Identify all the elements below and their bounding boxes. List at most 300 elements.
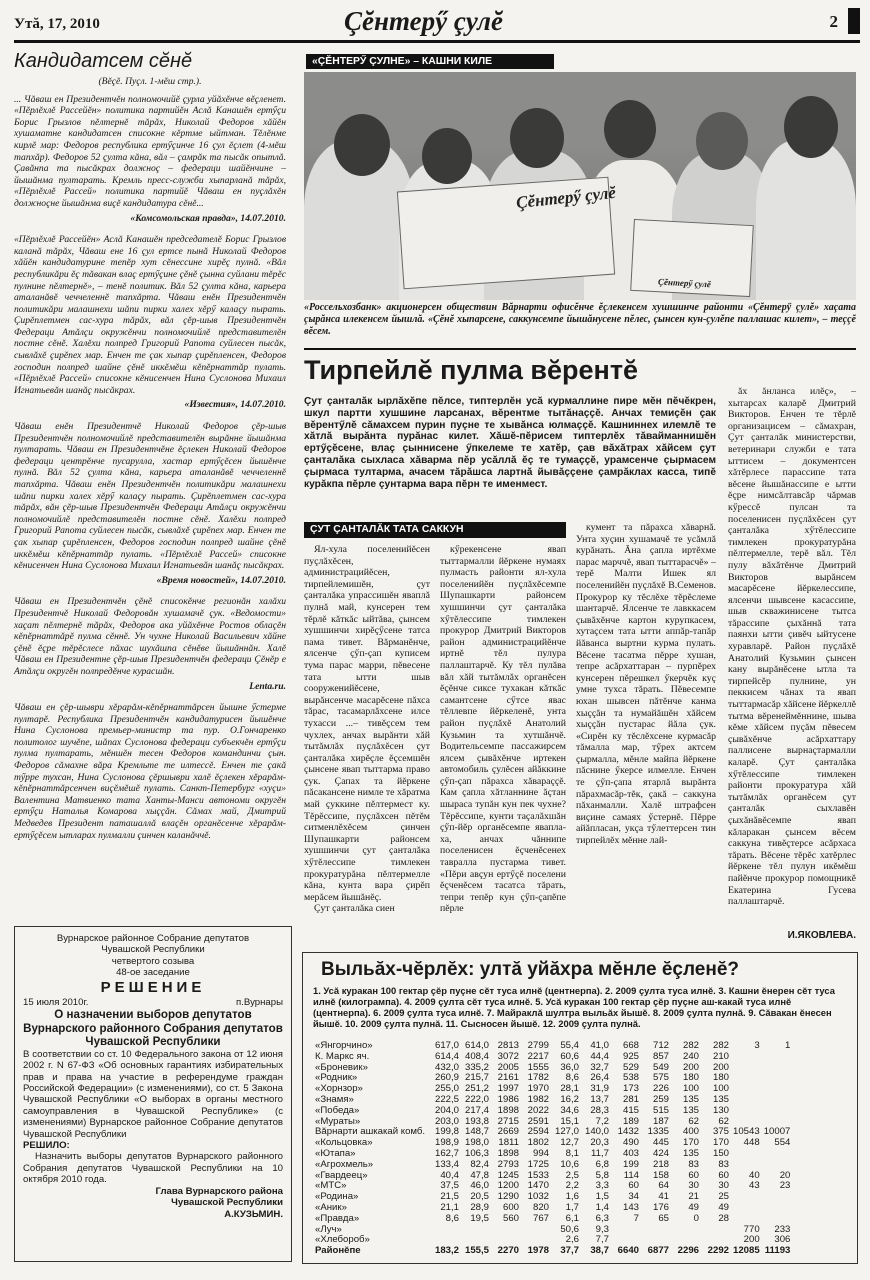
value-cell: 100 <box>682 1083 699 1095</box>
main-lead: Çут çанталăк ырлăхĕпе пĕлсе, типтерлĕн усă курмаллине пире мĕн пĕчĕкрен, шкул партти хушшине ларсанах, вĕрентме тытăнаççĕ. Анчах темиçĕн çак вĕрентӳлĕ сăмахсем пурин пуçне те хывăнса юлмаççĕ. Кашниннех илемлĕ те хăтлă вырăнта пурăнас килет. Хăшĕ-пĕрисем типтерлĕх тăвайманнишĕн ертӳçĕсене, влаç çыннисене ӳпкелеме те хатĕр, çав вăхăтрах хăйсем çут çанталăка сыхласа хăварма пĕр усăллă ĕç те тумаççĕ, урамсенче çырмасем çырмаса тултарма, ачасем тăрăшса лартнă йывăççене çамрăклах касса, типĕ курăкпа пĕрле çунтарма вара пĕрн те именмест. <box>304 396 716 490</box>
value-cell: 282 <box>712 1040 729 1051</box>
value-cell: 538 <box>622 1072 639 1084</box>
farm-name-cell: «Янгорчино» <box>315 1040 373 1051</box>
farm-name-cell: «Знамя» <box>315 1093 354 1105</box>
article-column <box>304 544 430 915</box>
value-cell: 335,2 <box>464 1061 489 1073</box>
value-cell: 712 <box>652 1040 669 1051</box>
value-cell: 55,4 <box>560 1040 579 1051</box>
value-cell: 3072 <box>497 1050 519 1062</box>
value-cell: 217,4 <box>464 1104 489 1116</box>
value-cell: 1335 <box>647 1126 669 1138</box>
value-cell: 240 <box>682 1050 699 1062</box>
value-cell <box>762 1073 793 1084</box>
farm-name-cell: «Родина» <box>315 1191 359 1203</box>
article-paragraph: ... Чăваш ен Президентчĕн полномочийĕ çурла уйăхĕнче вĕçленет. «Пĕрлĕхлĕ Рассейĕн» политика партийĕн Аслă Канашĕн ертӳçи Борис Грызлов пĕлтернĕ тăрăх, Николай Федоров хăйĕн хушаматне кандидатсен списокне кĕртме ыйтман. Тĕлĕнме кирлĕ мар: Федоров республика ертӳçинче 16 çул ĕçлет (4-мĕш тапхăр). Федоров 52 çулта кăна, вăл – çамрăк та пысăк опытлă. Çавăнпа та пысăкрах должноç – федераци шайĕнчине – йышăнма пултарать. Кремль пресс-служби хыпарланă тăрăх, «Пĕрлĕхлĕ Рассей» политика партийĕ Чăваш ен пуçлăхĕн должноçне йышăнма виçĕ кандидатура сĕнĕ... <box>14 93 286 209</box>
value-cell: 162,7 <box>434 1147 459 1159</box>
value-cell: 994 <box>532 1147 549 1159</box>
value-cell: 150 <box>712 1147 729 1159</box>
value-cell: 34,6 <box>560 1104 579 1116</box>
value-cell: 1245 <box>497 1169 519 1181</box>
farm-name-cell: «Гвардеец» <box>315 1169 368 1181</box>
value-cell <box>762 1063 793 1074</box>
value-cell: 20,5 <box>470 1191 489 1203</box>
value-cell: 490 <box>622 1137 639 1149</box>
value-cell <box>641 1225 671 1236</box>
value-cell: 10543 <box>733 1126 760 1138</box>
article-paragraph: ăх ăнланса илĕç», – хытарсах каларĕ Дмитрий Викторов. Енчен те тĕрлĕ организацисем – сăмахран, Çут çанталăк министерстви, ветеринари служби е тата ыттисем – документсен хăтĕрлесе парассипе тата вĕсене йышăнассипе е ытти ĕçре нимсăлтавсăр чăрмав кӳрессĕ пулсан та поселенисен пуçлăхĕсен çут çанталăка хӳтĕлессипе тимлекен прокуратурăна пĕлтермелле, терĕ вăл. Тĕл пулу вăхăтĕнче Дмитрий Викторов вырăнсем масарĕсене йĕркелессипе, ялсенчи шывсене касассипе, шыв скважинисене тытса тăрассипе çыхăннă тата паянхи ытти çивĕч ыйтусене хуравларĕ. Район пуçлăхĕ Анатолий Кузьмин çынсен кану вырăнĕсене ытла та тирпейсĕр пулнине, ун пеккисем чăнах та явап тыттармасăр хăйсене йĕркеллĕ тытма вĕренеймĕннине, шыва кĕме хăйсем пуçăм пĕвесем çывăхĕнче асăрхаттару паллисене вырнаçтармалли каларĕ. Çут çанталăка хӳтĕлессипе тимлекен районти прокуратура хăй тытăмлăх органĕсем çут çанталăк сыхлавĕн çыхăнăвĕсемпе явап кăларакан çынсем вĕсем саккуна тивĕçтерсе асăрхаса тăрать. Вĕсене тĕрĕс хатĕрлес йĕркене тĕл пулун икĕмĕш пайĕнче прокурор помощникĕ Екатерина Гусева паллаштарчĕ. <box>728 386 856 908</box>
value-cell: 2715 <box>497 1115 519 1127</box>
value-cell: 403 <box>622 1147 639 1159</box>
value-cell: 1898 <box>497 1147 519 1159</box>
value-cell: 7,2 <box>595 1115 609 1127</box>
value-cell: 306 <box>774 1234 791 1246</box>
value-cell: 41,0 <box>590 1040 609 1051</box>
value-cell: 200 <box>743 1234 760 1246</box>
value-cell: 6,8 <box>595 1158 609 1170</box>
value-cell: 6877 <box>647 1245 669 1257</box>
value-cell <box>731 1095 762 1106</box>
value-cell: 60 <box>688 1169 699 1181</box>
value-cell: 554 <box>774 1137 791 1149</box>
farm-name-cell: «Аник» <box>315 1201 347 1213</box>
value-cell: 282 <box>682 1040 699 1051</box>
value-cell: 1,4 <box>595 1201 609 1213</box>
value-cell: 560 <box>502 1212 519 1224</box>
value-cell: 260,9 <box>434 1072 459 1084</box>
value-cell: 28 <box>718 1212 729 1224</box>
resolution-signature: Глава Вурнарского района <box>155 1185 283 1197</box>
value-cell: 0 <box>693 1212 699 1224</box>
value-cell: 47,8 <box>470 1169 489 1181</box>
value-cell: 19,5 <box>470 1212 489 1224</box>
value-cell: 130 <box>712 1104 729 1116</box>
value-cell: 60 <box>628 1180 639 1192</box>
value-cell: 183,2 <box>434 1245 459 1257</box>
value-cell <box>762 1052 793 1063</box>
value-cell: 515 <box>652 1104 669 1116</box>
newspaper-masthead: Çĕнтерӳ çулĕ <box>344 6 503 36</box>
value-cell <box>731 1192 762 1203</box>
value-cell: 2799 <box>527 1040 549 1051</box>
value-cell: 127,0 <box>554 1126 579 1138</box>
value-cell: 2,6 <box>565 1234 579 1246</box>
value-cell: 20,3 <box>590 1137 609 1149</box>
value-cell: 2594 <box>527 1126 549 1138</box>
farm-name-cell: «Родник» <box>315 1072 358 1084</box>
value-cell: 259 <box>652 1093 669 1105</box>
value-cell: 857 <box>652 1050 669 1062</box>
value-cell: 1982 <box>527 1093 549 1105</box>
value-cell: 1725 <box>527 1158 549 1170</box>
value-cell <box>461 1225 491 1236</box>
divider <box>304 348 856 350</box>
value-cell: 198,9 <box>434 1137 459 1149</box>
value-cell: 1 <box>785 1040 791 1051</box>
value-cell: 49 <box>688 1201 699 1213</box>
value-cell: 60 <box>718 1169 729 1181</box>
value-cell: 215,7 <box>464 1072 489 1084</box>
source-citation: «Комсомольская правда», 14.07.2010. <box>130 212 286 224</box>
table-row <box>313 1246 792 1257</box>
value-cell: 37,7 <box>560 1245 579 1257</box>
value-cell <box>491 1225 521 1236</box>
article-column <box>440 544 566 915</box>
value-cell: 30 <box>688 1180 699 1192</box>
farm-name-cell: К. Маркс яч. <box>315 1050 370 1062</box>
value-cell <box>762 1214 793 1225</box>
value-cell: 529 <box>622 1061 639 1073</box>
value-cell: 20 <box>779 1169 791 1181</box>
resolution-signature: А.КУЗЬМИН. <box>224 1208 283 1220</box>
article-paragraph: Ял-хула поселенийĕсен пуçлăхĕсен, администрацийĕсен, тирпейлемишĕн, çут çанталăка упрассишĕн яваплă пулнă май, кунсерен тем тĕрлĕ кăткăс ыйтăва, çынсем хушшинчи хирĕçӳсене татса пама тивет. Вăрманĕнче, ялсенче çӳп-çап куписем тума парас марри, пĕвесене тата ытти шыв сооруженийĕсене, вырăнсенче масарĕсене пăхса тăрас, тасамарлăхсене илсе тухасси ...– тивĕçсем тем чухлех, анчах вырăнти хăй тытăмлăх пуçлăхĕсен çут çанталăка хирĕçле ĕçсемшĕн çынсене явап тыттарма право çук. Çапах та йĕркене пăсакансене нимле те хăратма май çуккине пĕлтермест ку. Тĕрĕссипе, пуçлăхсен пĕтĕм ситменлĕхĕсем çинчен Шупашкарти районсем хушшинчи çут çанталăка хӳтĕлессипе тимлекен прокуратурăна пĕлтермелле кăна, кунта вара çирĕп мерăсем йышăнĕç. <box>304 544 430 903</box>
main-headline: Тирпейлĕ пулма вĕрентĕ <box>304 355 639 385</box>
value-cell: 143 <box>622 1201 639 1213</box>
value-cell: 1898 <box>497 1104 519 1116</box>
value-cell: 2270 <box>497 1245 519 1257</box>
farm-name-cell: «Хлебороб» <box>315 1234 370 1246</box>
value-cell: 1,6 <box>565 1191 579 1203</box>
value-cell: 3,3 <box>595 1180 609 1192</box>
photo-caption: «Россельхозбанк» акционерсен обществин Вăрнарти офисĕнче ĕçлекенсем хушшинче районти «Çĕнтерӳ çулĕ» хаçата çырăнса илекенсем йышлă. «Çĕнĕ хыпарсене, саккунсемпе йышăнусене пĕлес, çынсен кун-çулĕпе паллашас килет», – теççĕ вĕсем. <box>304 302 856 337</box>
person-head <box>334 114 390 176</box>
resolution-heading: РЕШЕНИЕ <box>100 978 206 996</box>
value-cell: 400 <box>682 1126 699 1138</box>
value-cell <box>521 1225 551 1236</box>
article-column <box>728 386 856 908</box>
value-cell: 36,0 <box>560 1061 579 1073</box>
value-cell: 1432 <box>617 1126 639 1138</box>
article-paragraph: кӳрекенсене явап тыттармалли йĕркене нумаях пулмасть районти ял-хула поселенийĕн пуçлăхĕсемпе Шупашкарти районсем хушшинчи çут çанталăка хӳтĕлессипе тимлекен прокурор Дмитрий Викторов район администрацийĕнче иртнĕ тĕл пулура паллаштарчĕ. Ку тĕл пулăва вăл хăй тытăмлăх органĕсен ĕçĕнче сиксе тухакан кăткăс самантсене сӳтсе явас тĕллевпе йĕркеленĕ, унта район пуçлăхĕ Анатолий Кузьмин та хутшăнчĕ. Водительсемпе пассажирсем ялсем çывăхĕнче иртекен автомобиль çулĕсен айăккине çӳп-çап пăрахса хăвараççĕ. Кам çапла хăтланнине ăçтан шыраса тупăн кун пек чухне? Тĕрĕссипе, кунти таçалăхшăн çӳп-йĕр органĕсемпе явапла-ха, анчах чăннипе поселенисен ĕçченĕсенех тавралла пустарма тивет. «Пĕри авçун ертӳçĕ поселени ĕçченĕсем тасатса тăрать, тепри тепĕр кун çӳп-çапĕпе пĕрле <box>440 544 566 915</box>
value-cell: 1032 <box>527 1191 549 1203</box>
photo-band: «ÇĔНТЕРӲ ÇУЛНЕ» – КАШНИ КИЛЕ <box>306 54 554 69</box>
value-cell: 1,5 <box>595 1191 609 1203</box>
value-cell: 375 <box>712 1126 729 1138</box>
value-cell: 2591 <box>527 1115 549 1127</box>
value-cell: 37,5 <box>440 1180 459 1192</box>
value-cell: 180 <box>712 1072 729 1084</box>
continuation-note: (Вĕçĕ. Пуçл. 1-мĕш стр.). <box>98 76 202 87</box>
resolution-org: Вурнарское районное Собрание депутатов <box>56 933 250 944</box>
held-newspaper-masthead: Çĕнтерӳ çулĕ <box>515 182 617 213</box>
value-cell: 26,4 <box>590 1072 609 1084</box>
page-header <box>14 6 860 43</box>
resolution-decided: РЕШИЛО: <box>23 1140 70 1152</box>
value-cell: 64 <box>658 1180 669 1192</box>
value-cell: 3 <box>754 1040 760 1051</box>
farm-name-cell: «Луч» <box>315 1223 342 1235</box>
value-cell: 40 <box>749 1169 760 1181</box>
table-row <box>313 1052 792 1063</box>
value-cell: 199,8 <box>434 1126 459 1138</box>
value-cell: 7,7 <box>595 1234 609 1246</box>
value-cell: 173 <box>622 1083 639 1095</box>
article-paragraph: Чăваш ен Президентчĕн çĕнĕ списокĕнче регионăн халăхи Президентчĕ Николай Федоровăн хушамачĕ çук. «Ведомости» хаçат пĕлтернĕ тăрăх, Федоров ака уйăхĕнче Ростов облаçĕн кĕпĕрнаттăрĕ пулма сĕннĕ. Ун чухне Николай Васильевич хăйне çĕнĕ ĕçре тĕрĕслесе пăхас шухăшпа сĕнĕве йышăннăн. Халĕ Чăваш ен Президентне çĕр-шыв Президентчĕн федераци Çĕнĕр е Атăлçи округĕн полпредĕнче курасшăн. <box>14 596 286 677</box>
value-cell: 62 <box>718 1115 729 1127</box>
value-cell <box>731 1203 762 1214</box>
value-cell: 1811 <box>498 1137 519 1149</box>
value-cell: 251,2 <box>464 1083 489 1095</box>
value-cell: 925 <box>622 1050 639 1062</box>
table-row <box>313 1106 792 1117</box>
farm-name-cell: Районĕпе <box>315 1245 361 1257</box>
value-cell: 1290 <box>497 1191 519 1203</box>
held-newspaper-masthead: Çĕнтерӳ çулĕ <box>657 276 712 290</box>
value-cell: 1,7 <box>565 1201 579 1213</box>
value-cell: 432,0 <box>434 1061 459 1073</box>
value-cell <box>731 1063 762 1074</box>
value-cell: 62 <box>688 1115 699 1127</box>
farm-name-cell: «Ютапа» <box>315 1147 356 1159</box>
value-cell: 21,1 <box>440 1201 459 1213</box>
stats-title: Выльăх-чĕрлĕх: ултă уйăхра мĕнле ĕçленĕ? <box>321 959 739 980</box>
value-cell: 25 <box>718 1191 729 1203</box>
source-citation: «Время новостей», 14.07.2010. <box>156 574 286 586</box>
value-cell: 5,8 <box>595 1169 609 1181</box>
value-cell: 11193 <box>764 1245 791 1257</box>
value-cell: 11,7 <box>591 1147 609 1159</box>
value-cell: 46,0 <box>470 1180 489 1192</box>
value-cell: 41 <box>658 1191 669 1203</box>
value-cell: 12085 <box>733 1245 760 1257</box>
left-article-title: Кандидатсем сĕнĕ <box>14 50 193 72</box>
resolution-date: 15 июля 2010г. <box>23 996 89 1008</box>
resolution-org: четвертого созыва <box>111 955 195 967</box>
value-cell: 83 <box>718 1158 729 1170</box>
table-row <box>313 1160 792 1171</box>
value-cell: 15,1 <box>560 1115 579 1127</box>
value-cell: 1986 <box>497 1093 519 1105</box>
value-cell <box>611 1225 641 1236</box>
value-cell: 155,5 <box>464 1245 489 1257</box>
value-cell: 6,1 <box>565 1212 579 1224</box>
value-cell: 448 <box>743 1137 760 1149</box>
value-cell: 549 <box>652 1061 669 1073</box>
value-cell <box>762 1160 793 1171</box>
value-cell: 34 <box>628 1191 639 1203</box>
value-cell: 60,6 <box>560 1050 579 1062</box>
value-cell: 28,3 <box>590 1104 609 1116</box>
value-cell: 31,9 <box>590 1083 609 1095</box>
value-cell: 189 <box>622 1115 639 1127</box>
value-cell: 2005 <box>497 1061 519 1073</box>
farm-name-cell: Вăрнарти ашкакай комб. <box>315 1126 426 1138</box>
value-cell: 187 <box>652 1115 669 1127</box>
farm-name-cell: «Хорнзор» <box>315 1083 363 1095</box>
left-article <box>14 48 286 841</box>
value-cell: 2296 <box>677 1245 699 1257</box>
value-cell: 222,0 <box>464 1093 489 1105</box>
value-cell: 2,2 <box>565 1180 579 1192</box>
issue-date: Утă, 17, 2010 <box>14 16 100 32</box>
value-cell <box>762 1106 793 1117</box>
article-paragraph: Чăваш енĕн Президентчĕ Николай Федоров çĕр-шыв Президентчĕн полномочийлĕ представителĕн вырăнне йышăнма пултарать. Чăваш ен Президентчĕне ĕçлекен Николай Федоров федераци центрĕнче пусарулла, хастар ертӳçĕсен йышĕнче пулнă. Вăл 52 çулта кăна, карьера аталанăвĕ чеччеленнĕ тапхăрта. Чăваш енĕн Президентчĕн политикăри малашнехи шăпи пирки халех хĕрӳ калаçу пырать. Çирĕплетмен сас-хура тăрăх, вăн çĕр-шыв Президентчĕн Федераци Атăлçи окружĕнчи полномочийлĕ представителĕн постне сĕнĕ. Халĕхи полпред Григорий Рапота суйлесен пысăк, сывлăхĕ çирĕпех мар. Енчен те çак хыпар çирĕпленсен, Федоров господин полпред шайне çĕнĕ иккĕмĕш кĕпĕрнаттăр пулать. «Пĕрлĕхлĕ Рассей» списокне кĕнисенчен Нина Суслонова Михаил Игнатьевăн шанăç пысăкрах. <box>14 421 286 572</box>
value-cell: 770 <box>743 1223 760 1235</box>
value-cell: 106,3 <box>464 1147 489 1159</box>
value-cell: 135 <box>712 1093 729 1105</box>
value-cell: 180 <box>682 1072 699 1084</box>
value-cell: 2217 <box>527 1050 549 1062</box>
value-cell: 210 <box>712 1050 729 1062</box>
value-cell: 204,0 <box>434 1104 459 1116</box>
value-cell: 200 <box>712 1061 729 1073</box>
group-photo <box>304 72 856 300</box>
stats-table <box>313 1041 792 1257</box>
value-cell <box>731 1073 762 1084</box>
value-cell <box>671 1225 701 1236</box>
value-cell: 6640 <box>617 1245 639 1257</box>
value-cell: 1997 <box>497 1083 519 1095</box>
value-cell <box>731 1052 762 1063</box>
value-cell: 8,6 <box>445 1212 459 1224</box>
value-cell: 30 <box>718 1180 729 1192</box>
article-column <box>576 522 716 847</box>
resolution-session: 48-ое заседание <box>116 967 190 979</box>
value-cell <box>762 1084 793 1095</box>
farm-name-cell: «МТС» <box>315 1180 347 1192</box>
person-head <box>784 96 838 158</box>
value-cell: 424 <box>652 1147 669 1159</box>
value-cell: 10007 <box>763 1126 791 1138</box>
value-cell: 38,7 <box>590 1245 609 1257</box>
value-cell: 44,4 <box>590 1050 609 1062</box>
value-cell: 614,0 <box>464 1040 489 1051</box>
value-cell: 176 <box>652 1201 669 1213</box>
section-subheading: ÇУТ ÇАНТАЛĂК ТАТА САККУН <box>304 522 566 538</box>
value-cell: 83 <box>688 1158 699 1170</box>
value-cell: 133,4 <box>434 1158 459 1170</box>
resolution-decision: Назначить выборы депутатов Вурнарского районного Собрания депутатов Чувашской Республики на 10 октября 2010 года. <box>23 1151 283 1186</box>
value-cell: 28,1 <box>560 1083 579 1095</box>
table-row <box>313 1225 792 1236</box>
farm-name-cell: «Агрохмель» <box>315 1158 374 1170</box>
stats-box <box>302 952 858 1264</box>
value-cell: 10,6 <box>560 1158 579 1170</box>
value-cell: 114 <box>623 1169 639 1181</box>
value-cell: 16,2 <box>560 1093 579 1105</box>
value-cell: 1970 <box>527 1083 549 1095</box>
value-cell: 1470 <box>527 1180 549 1192</box>
value-cell <box>431 1225 461 1236</box>
person-head <box>604 100 656 158</box>
value-cell: 2022 <box>527 1104 549 1116</box>
value-cell: 600 <box>502 1201 519 1213</box>
value-cell: 617,0 <box>434 1040 459 1051</box>
value-cell <box>762 1192 793 1203</box>
farm-name-cell: «Победа» <box>315 1104 360 1116</box>
resolution-dateline <box>23 997 283 1008</box>
value-cell: 2793 <box>497 1158 519 1170</box>
resolution-box <box>14 926 292 1262</box>
value-cell: 50,6 <box>560 1223 579 1235</box>
value-cell <box>731 1214 762 1225</box>
value-cell: 170 <box>712 1137 729 1149</box>
value-cell: 218 <box>652 1158 669 1170</box>
value-cell: 8,1 <box>565 1147 579 1159</box>
value-cell: 43 <box>749 1180 760 1192</box>
value-cell: 140,0 <box>584 1126 609 1138</box>
value-cell: 23 <box>779 1180 791 1192</box>
value-cell <box>762 1095 793 1106</box>
value-cell: 100 <box>712 1083 729 1095</box>
value-cell <box>701 1225 731 1236</box>
value-cell: 49 <box>718 1201 729 1213</box>
value-cell: 1978 <box>527 1245 549 1257</box>
farm-name-cell: «Броневик» <box>315 1061 368 1073</box>
value-cell: 82,4 <box>470 1158 489 1170</box>
resolution-signature: Чувашской Республики <box>171 1197 283 1209</box>
value-cell: 198,0 <box>464 1137 489 1149</box>
resolution-org: Чувашской Республики <box>101 944 205 956</box>
value-cell: 135 <box>682 1093 699 1105</box>
farm-name-cell: «Правда» <box>315 1212 360 1224</box>
value-cell: 668 <box>622 1040 639 1051</box>
value-cell: 1782 <box>527 1072 549 1084</box>
value-cell: 2161 <box>497 1072 519 1084</box>
value-cell <box>762 1149 793 1160</box>
value-cell: 40,4 <box>440 1169 459 1181</box>
article-paragraph: кумент та пăрахса хăварнă. Унта хуçин хушамачĕ те усăмлă курăнать. Ăна çапла иртĕхме парас марччĕ, явап тыттарасчĕ» – терĕ Малти Ишек ял поселенийĕн пуçлăхĕ В.Семенов. Прокурор ку тĕслĕхе тĕрĕслеме шантарчĕ. Ялсенче те лавккасем çывăхĕнче картон курупкасем, хутаçсем тата ытти аппăр-тапăр йăванса выртни курма пулать. Вĕсене тасатма пĕрре хушан, тепре асăрхаттаран – пурпĕрех кунсерен пĕрешкел ӳкерчĕк куç умне тухса тăрать. Пĕвесемпе юхан шывсен пăтĕнче канма хыççăн та нумайăшĕн хăйсем хыççăн пустарас йăла çук. «Сирĕн ку тĕслĕхсене курмасăр тăмалла мар, тӳрех актсем çырмалла, мĕнле майпа йĕркене пăснине ӳкерсе илмелле. Енчен те çӳп-çапа ятарлă вырăнта пăрахмасăр-тĕк, çакă – саккуна пăханмалли. Халĕ штрафсен виçине самаях ӳстернĕ. Пĕрре айăпласан, укçа тӳлеттерсен тин тирпейлĕх мĕнне лай- <box>576 522 716 847</box>
value-cell: 8,6 <box>565 1072 579 1084</box>
value-cell: 203,0 <box>434 1115 459 1127</box>
farm-name-cell: «Мураты» <box>315 1115 361 1127</box>
value-cell <box>731 1106 762 1117</box>
resolution-place: п.Вурнары <box>235 996 283 1008</box>
person-figure <box>756 140 856 300</box>
resolution-body: В соответствии со ст. 10 Федерального закона от 12 июня 2002 г. N 67-ФЗ «Об основных гарантиях избирательных прав и права на участие в референдуме граждан Российской Федерации» (с изменениями), со ст. 5 Закона Чувашской Республики «О выборах в органы местного самоуправления в Чувашской Республике» (с изменениями) Вурнарское районное Собрание депутатов Чувашской Республики <box>23 1048 283 1140</box>
value-cell: 13,7 <box>590 1093 609 1105</box>
source-citation: Lenta.ru. <box>249 680 286 692</box>
value-cell: 21 <box>688 1191 699 1203</box>
value-cell: 158 <box>652 1169 669 1181</box>
farm-name-cell: «Кольцовка» <box>315 1137 373 1149</box>
header-marker <box>848 8 860 34</box>
value-cell: 222,5 <box>434 1093 459 1105</box>
article-paragraph: «Пĕрлĕхлĕ Рассейĕн» Аслă Канашĕн председателĕ Борис Грызлов каланă тăрăх, Чăваш ене 16 çул ертсе пынă Николай Федоров хăйĕн кандидатурине тепĕр хут сĕнессине хирĕç пулнă. «Вăл республикăри ĕç тăвакан влаç ертӳçине çĕнĕ çынна суйлани тĕрĕс пулнине пĕлтернĕ», – тенĕ политик. Вăл 52 çулта кăна, карьера аталанăвĕ чеччеленнĕ тапхăрта. Чăваш енĕн Президентчĕн политикăри малашнехи шăпи пирки халех хĕрӳ калаçу пырать. Çирĕплетмен сас-хура тăрăх, вăл çĕр-шыв Президентчĕн Федераци Атăлçи окружĕнчи полномочийлĕ представителĕн постне сĕнĕ. Халĕхи полпред Григорий Рапота суйлесен пысăк, сывлăхĕ çирĕпех мар. Енчен те çак хыпар çирĕпленсен, Федоров господин полпред шайне çĕнĕ иккĕмĕш кĕпĕрнаттăр пулать. «Пĕрлĕхлĕ Рассей» списокне кĕнисенчен Нина Суслонова Михаил Игнатьевăн шанăç пысăкрах. <box>14 234 286 396</box>
value-cell: 415 <box>622 1104 639 1116</box>
stats-table-body <box>313 1041 792 1257</box>
value-cell <box>731 1149 762 1160</box>
value-cell: 226 <box>652 1083 669 1095</box>
value-cell: 445 <box>652 1137 669 1149</box>
author-signature: И.ЯКОВЛЕВА. <box>787 930 856 941</box>
value-cell: 21,5 <box>440 1191 459 1203</box>
value-cell: 135 <box>682 1104 699 1116</box>
value-cell: 767 <box>532 1212 549 1224</box>
value-cell <box>762 1203 793 1214</box>
value-cell: 7 <box>633 1212 639 1224</box>
value-cell: 1200 <box>497 1180 519 1192</box>
person-head <box>696 112 748 170</box>
value-cell: 200 <box>682 1061 699 1073</box>
value-cell: 65 <box>658 1212 669 1224</box>
value-cell: 1533 <box>527 1169 549 1181</box>
person-head <box>510 108 564 168</box>
value-cell: 32,7 <box>590 1061 609 1073</box>
value-cell: 1802 <box>527 1137 549 1149</box>
value-cell: 2,5 <box>565 1169 579 1181</box>
page-number: 2 <box>829 12 838 31</box>
value-cell: 170 <box>682 1137 699 1149</box>
table-row <box>313 1214 792 1225</box>
value-cell <box>731 1084 762 1095</box>
article-paragraph: Чăваш ен çĕр-шыври хĕрарăм-кĕпĕрнаттăрсен йышне ӳстерме пултарĕ. Республика Президентчĕн кандидатурисен йышĕнче Нина Суслонова премьер-министр та пур. О.Гончаренко политолог шучĕпе, шăпах Суслонова федераци субъекчĕн ертӳçи пулма пултарать, мĕншĕн тесен Федоров командинчи çын. Федоров сăмахне вăра Кремльте те илтессĕ. Енчен те çакă тӳрре тухсан, Нина Суслонова çĕршыври халĕ ĕçлекен хĕрарăм-кĕпĕрнаттăрсенчен виçĕмĕшĕ пулать. Санкт-Петербург «хуçи» Валентина Матвиенко тата Ханты-Манси автономи округĕн ертӳçи Наталья Комарова хыççăн. Сăмах май, Дмитрий Медведев Президент паташаллă влаçĕн органĕсенче хĕрарăм-ертӳçĕсем ытларах пулмалли çинчен каланăччĕ. <box>14 702 286 841</box>
source-citation: «Известия», 14.07.2010. <box>184 399 286 411</box>
value-cell: 28,9 <box>470 1201 489 1213</box>
value-cell: 193,8 <box>464 1115 489 1127</box>
value-cell: 614,4 <box>434 1050 459 1062</box>
value-cell: 408,4 <box>464 1050 489 1062</box>
